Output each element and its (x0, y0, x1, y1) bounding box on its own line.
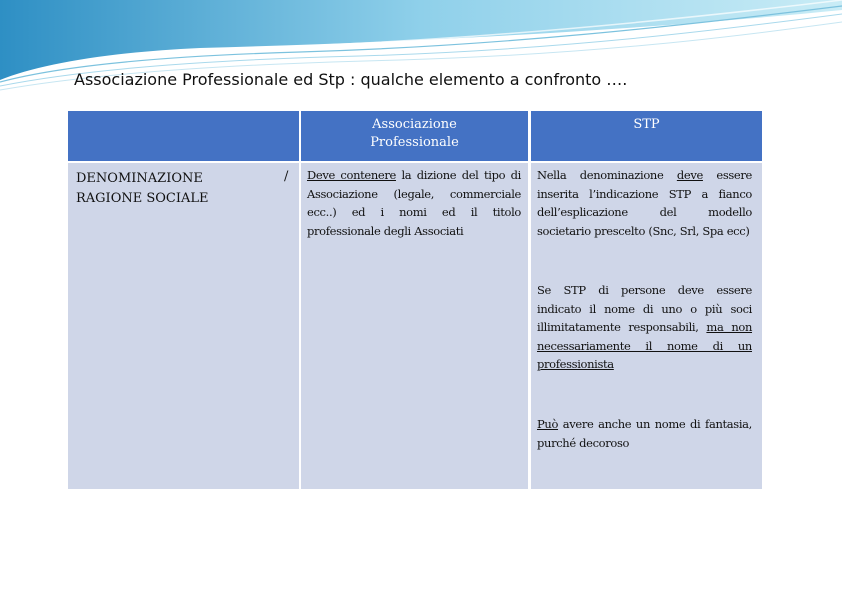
header-associazione-label: Associazione Professionale (370, 117, 459, 150)
stp-p1-end: essere inserita l’indicazione STP a fianco dell’esplicazione del modello societario prescelto (Snc, Srl, Spa ecc) (537, 168, 752, 238)
stp-para-2 (537, 281, 752, 374)
assoc-text-rest: la dizione del tipo di Associazione (legale, commerciale ecc..) ed i nomi ed il titolo professionale degli Associati (307, 168, 521, 238)
stp-cell (531, 163, 762, 489)
assoc-text (307, 166, 521, 240)
row-label-cell (68, 163, 299, 489)
stp-p1-start: Nella denominazione (537, 168, 677, 182)
header-empty (68, 111, 299, 161)
stp-para-3 (537, 415, 752, 452)
stp-p2-start: Se STP di persone deve essere indicato il nome di uno o più soci illimitatamente responsabili, (537, 283, 752, 334)
stp-p2-underlined: ma non necessariamente il nome di un professionista (537, 320, 753, 371)
page-title: Associazione Professionale ed Stp : qualche elemento a confronto …. (74, 70, 628, 89)
stp-p1-underlined: deve (676, 168, 703, 182)
separator-slash: / (284, 169, 289, 184)
stp-para-1 (537, 166, 752, 240)
header-stp (531, 111, 762, 161)
assoc-text-underlined: Deve contenere (307, 168, 396, 182)
assoc-cell (301, 163, 528, 489)
row-label: DENOMINAZIONE RAGIONE SOCIALE (76, 171, 209, 206)
header-stp-label: STP (633, 117, 660, 132)
header-associazione (301, 111, 528, 161)
stp-p3-underlined: Può (537, 417, 559, 431)
stp-p3-end: avere anche un nome di fantasia, purché decoroso (537, 417, 752, 450)
comparison-table (66, 109, 762, 490)
